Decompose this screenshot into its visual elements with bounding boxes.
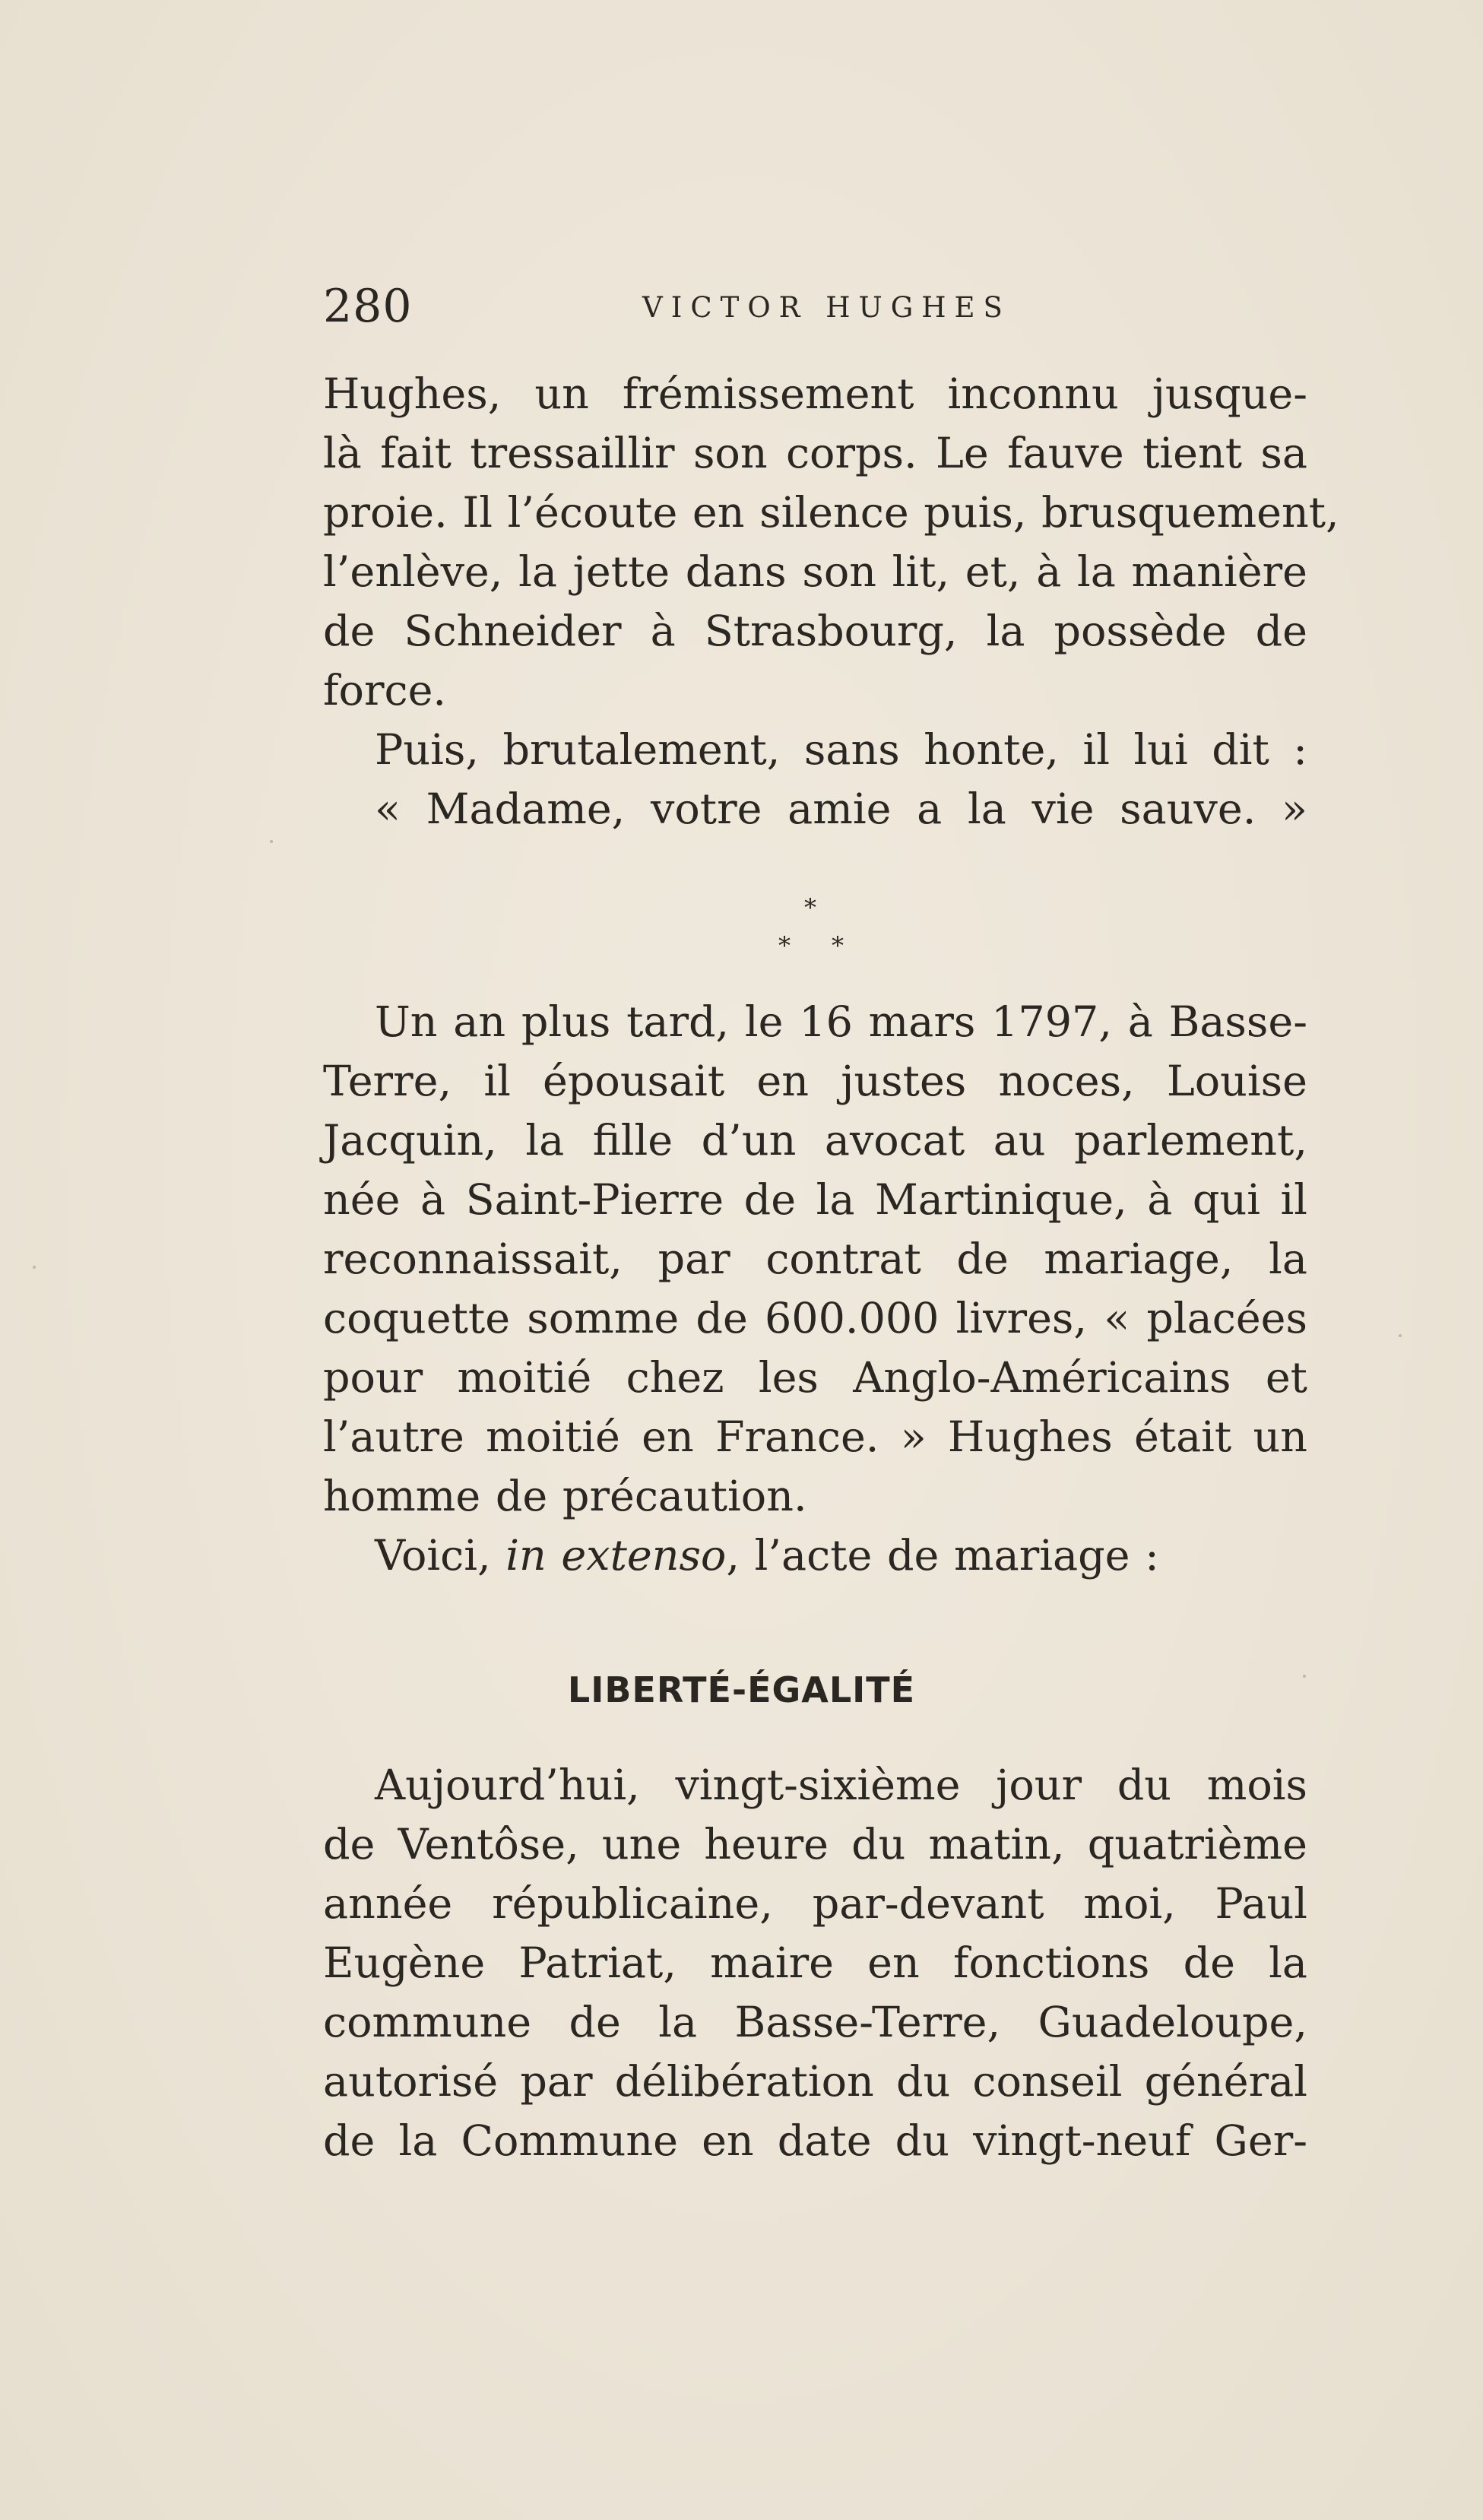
text-line: Aujourd’hui, vingt-sixième jour du mois bbox=[375, 1761, 1307, 1810]
text-line: reconnaissait, par contrat de mariage, la bbox=[323, 1235, 1307, 1284]
text-line: de la Commune en date du vingt-neuf Ger- bbox=[323, 2116, 1307, 2166]
text-segment: Voici, bbox=[375, 1531, 506, 1580]
text-block-middle bbox=[323, 993, 1307, 1586]
text-line: « Madame, votre amie a la vie sauve. » bbox=[375, 785, 1307, 834]
text-line: Terre, il épousait en justes noces, Louise bbox=[323, 1057, 1307, 1106]
paper-speck bbox=[33, 1266, 36, 1269]
paper-speck bbox=[270, 840, 273, 843]
text-line: Un an plus tard, le 16 mars 1797, à Basse- bbox=[375, 997, 1307, 1047]
text-line: année républicaine, par-devant moi, Paul bbox=[323, 1879, 1307, 1929]
text-block-upper bbox=[323, 365, 1339, 839]
page-header bbox=[323, 280, 1311, 333]
text-line: Hughes, un frémissement inconnu jusque- bbox=[323, 369, 1307, 419]
text-line: commune de la Basse-Terre, Guadeloupe, bbox=[323, 1998, 1307, 2047]
text-line bbox=[323, 1526, 1307, 1586]
page-number: 280 bbox=[323, 280, 413, 333]
paper-speck bbox=[1399, 1334, 1402, 1337]
text-line: Puis, brutalement, sans honte, il lui dit : bbox=[375, 725, 1307, 775]
italic-phrase: in extenso bbox=[505, 1531, 727, 1580]
text-line: proie. Il l’écoute en silence puis, brusquement, bbox=[323, 488, 1339, 537]
text-line: née à Saint-Pierre de la Martinique, à qui il bbox=[323, 1175, 1307, 1225]
separator-star: * bbox=[832, 931, 844, 960]
text-segment: , l’acte de mariage : bbox=[726, 1531, 1159, 1580]
text-line: là fait tressaillir son corps. Le fauve tient sa bbox=[323, 429, 1307, 478]
text-line: de Schneider à Strasbourg, la possède de bbox=[323, 607, 1307, 656]
running-head: VICTOR HUGHES bbox=[642, 291, 1011, 324]
text-line: pour moitié chez les Anglo-Américains et bbox=[323, 1353, 1307, 1403]
text-line: Jacquin, la fille d’un avocat au parlement, bbox=[323, 1116, 1307, 1165]
text-line: l’autre moitié en France. » Hughes était un bbox=[323, 1412, 1307, 1462]
text-line: Eugène Patriat, maire en fonctions de la bbox=[323, 1938, 1307, 1988]
text-line: coquette somme de 600.000 livres, « placées bbox=[323, 1294, 1307, 1343]
text-line: autorisé par délibération du conseil général bbox=[323, 2057, 1307, 2106]
text-line: homme de précaution. bbox=[323, 1472, 807, 1521]
text-block-lower bbox=[323, 1756, 1307, 2171]
separator-star: * bbox=[778, 931, 791, 960]
text-line: force. bbox=[323, 666, 447, 715]
text-line: l’enlève, la jette dans son lit, et, à la manière bbox=[323, 547, 1307, 597]
text-line: de Ventôse, une heure du matin, quatrième bbox=[323, 1820, 1307, 1869]
section-title: LIBERTÉ-ÉGALITÉ bbox=[567, 1669, 916, 1710]
separator-star: * bbox=[804, 893, 816, 922]
section-separator bbox=[0, 889, 1483, 973]
paper-speck bbox=[1303, 1675, 1306, 1678]
